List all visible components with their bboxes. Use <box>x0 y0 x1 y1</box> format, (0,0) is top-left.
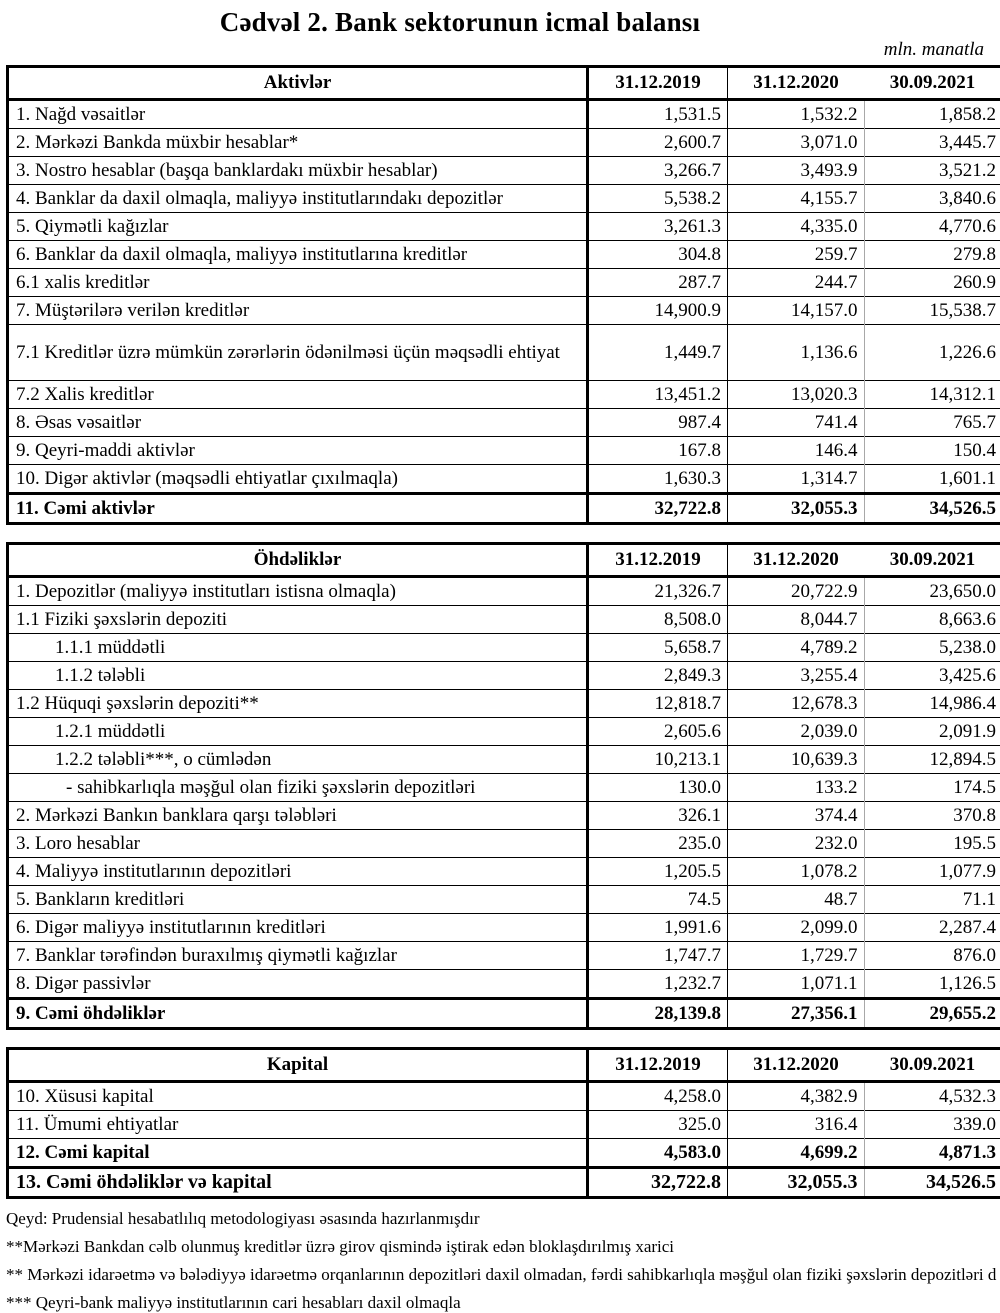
row-label: 10. Xüsusi kapital <box>8 1082 588 1111</box>
row-label: 9. Qeyri-maddi aktivlər <box>8 437 588 465</box>
value-cell: 32,055.3 <box>728 494 865 524</box>
footnote: Qeyd: Prudensial hesabatlılıq metodologiyası əsasında hazırlanmışdır <box>6 1209 1000 1229</box>
unit-note: mln. manatla <box>0 39 984 61</box>
value-cell: 1,630.3 <box>588 465 728 494</box>
value-cell: 1,126.5 <box>864 970 1000 999</box>
value-cell: 23,650.0 <box>864 577 1000 606</box>
table-row <box>8 914 1000 942</box>
value-cell: 304.8 <box>588 241 728 269</box>
row-label: 8. Digər passivlər <box>8 970 588 999</box>
header-row <box>8 67 1000 100</box>
value-cell: 2,849.3 <box>588 662 728 690</box>
value-cell: 13,451.2 <box>588 381 728 409</box>
value-cell: 167.8 <box>588 437 728 465</box>
value-cell: 130.0 <box>588 774 728 802</box>
value-cell: 316.4 <box>728 1111 865 1139</box>
row-label: 5. Bankların kreditləri <box>8 886 588 914</box>
row-label: 1.1.1 müddətli <box>8 634 588 662</box>
capital-table <box>6 1047 1000 1199</box>
footnote: ** Mərkəzi idarəetmə və bələdiyyə idarəetmə orqanlarının depozitləri daxil olmadan, fərdi sahibkarlıqla məşğul olan fiziki şəxslərin depozitləri d <box>6 1265 1000 1285</box>
value-cell: 146.4 <box>728 437 865 465</box>
column-header-31.12.2020: 31.12.2020 <box>728 1049 865 1082</box>
value-cell: 1,729.7 <box>728 942 865 970</box>
table-row <box>8 802 1000 830</box>
row-label: 3. Nostro hesablar (başqa banklardakı müxbir hesablar) <box>8 157 588 185</box>
table-row <box>8 1082 1000 1111</box>
value-cell: 3,425.6 <box>864 662 1000 690</box>
value-cell: 20,722.9 <box>728 577 865 606</box>
table-row <box>8 1139 1000 1168</box>
value-cell: 3,071.0 <box>728 129 865 157</box>
value-cell: 4,335.0 <box>728 213 865 241</box>
value-cell: 1,226.6 <box>864 325 1000 381</box>
value-cell: 34,526.5 <box>864 494 1000 524</box>
value-cell: 13,020.3 <box>728 381 865 409</box>
row-label: 10. Digər aktivlər (məqsədli ehtiyatlar çıxılmaqla) <box>8 465 588 494</box>
row-label: 4. Banklar da daxil olmaqla, maliyyə institutlarındakı depozitlər <box>8 185 588 213</box>
row-label: 2. Mərkəzi Bankın banklara qarşı tələbləri <box>8 802 588 830</box>
value-cell: 1,531.5 <box>588 100 728 129</box>
value-cell: 244.7 <box>728 269 865 297</box>
value-cell: 12,818.7 <box>588 690 728 718</box>
value-cell: 2,600.7 <box>588 129 728 157</box>
value-cell: 765.7 <box>864 409 1000 437</box>
value-cell: 287.7 <box>588 269 728 297</box>
table-row <box>8 241 1000 269</box>
value-cell: 4,699.2 <box>728 1139 865 1168</box>
table-row <box>8 437 1000 465</box>
table-row <box>8 465 1000 494</box>
value-cell: 339.0 <box>864 1111 1000 1139</box>
row-label: 11. Cəmi aktivlər <box>8 494 588 524</box>
table-row <box>8 381 1000 409</box>
table-row <box>8 157 1000 185</box>
value-cell: 195.5 <box>864 830 1000 858</box>
value-cell: 8,044.7 <box>728 606 865 634</box>
column-header-31.12.2019: 31.12.2019 <box>588 544 728 577</box>
section-header: Aktivlər <box>8 67 588 100</box>
value-cell: 32,055.3 <box>728 1168 865 1198</box>
row-label: 7.2 Xalis kreditlər <box>8 381 588 409</box>
table-row <box>8 942 1000 970</box>
table-row <box>8 325 1000 381</box>
value-cell: 8,508.0 <box>588 606 728 634</box>
value-cell: 32,722.8 <box>588 494 728 524</box>
value-cell: 1,136.6 <box>728 325 865 381</box>
row-label: 1.2.1 müddətli <box>8 718 588 746</box>
row-label: 1.2.2 tələbli***, o cümlədən <box>8 746 588 774</box>
value-cell: 5,658.7 <box>588 634 728 662</box>
section-header: Kapital <box>8 1049 588 1082</box>
value-cell: 3,255.4 <box>728 662 865 690</box>
page-title: Cədvəl 2. Bank sektorunun icmal balansı <box>0 7 920 38</box>
value-cell: 279.8 <box>864 241 1000 269</box>
table-row <box>8 690 1000 718</box>
value-cell: 876.0 <box>864 942 1000 970</box>
value-cell: 1,314.7 <box>728 465 865 494</box>
column-header-31.12.2019: 31.12.2019 <box>588 67 728 100</box>
value-cell: 326.1 <box>588 802 728 830</box>
header-row <box>8 1049 1000 1082</box>
row-label: 8. Əsas vəsaitlər <box>8 409 588 437</box>
row-label: 12. Cəmi kapital <box>8 1139 588 1168</box>
value-cell: 71.1 <box>864 886 1000 914</box>
value-cell: 2,099.0 <box>728 914 865 942</box>
value-cell: 1,449.7 <box>588 325 728 381</box>
value-cell: 1,858.2 <box>864 100 1000 129</box>
table-row <box>8 494 1000 524</box>
value-cell: 10,639.3 <box>728 746 865 774</box>
value-cell: 34,526.5 <box>864 1168 1000 1198</box>
row-label: 4. Maliyyə institutlarının depozitləri <box>8 858 588 886</box>
section-header: Öhdəliklər <box>8 544 588 577</box>
value-cell: 174.5 <box>864 774 1000 802</box>
value-cell: 3,261.3 <box>588 213 728 241</box>
row-label: 5. Qiymətli kağızlar <box>8 213 588 241</box>
column-header-30.09.2021: 30.09.2021 <box>864 544 1000 577</box>
value-cell: 32,722.8 <box>588 1168 728 1198</box>
row-label: 3. Loro hesablar <box>8 830 588 858</box>
value-cell: 3,521.2 <box>864 157 1000 185</box>
value-cell: 14,157.0 <box>728 297 865 325</box>
table-row <box>8 970 1000 999</box>
value-cell: 2,091.9 <box>864 718 1000 746</box>
table-row <box>8 100 1000 129</box>
table-row <box>8 409 1000 437</box>
value-cell: 28,139.8 <box>588 999 728 1029</box>
table-row <box>8 634 1000 662</box>
table-row <box>8 999 1000 1029</box>
value-cell: 1,205.5 <box>588 858 728 886</box>
value-cell: 14,312.1 <box>864 381 1000 409</box>
row-label: 9. Cəmi öhdəliklər <box>8 999 588 1029</box>
value-cell: 4,789.2 <box>728 634 865 662</box>
table-row <box>8 129 1000 157</box>
value-cell: 2,605.6 <box>588 718 728 746</box>
value-cell: 5,538.2 <box>588 185 728 213</box>
row-label: 13. Cəmi öhdəliklər və kapital <box>8 1168 588 1198</box>
value-cell: 4,258.0 <box>588 1082 728 1111</box>
value-cell: 12,678.3 <box>728 690 865 718</box>
footnote: *** Qeyri-bank maliyyə institutlarının cari hesabları daxil olmaqla <box>6 1293 1000 1313</box>
value-cell: 27,356.1 <box>728 999 865 1029</box>
row-label: 6. Banklar da daxil olmaqla, maliyyə institutlarına kreditlər <box>8 241 588 269</box>
footnotes <box>6 1209 1000 1313</box>
table-row <box>8 774 1000 802</box>
value-cell: 4,770.6 <box>864 213 1000 241</box>
value-cell: 4,532.3 <box>864 1082 1000 1111</box>
value-cell: 3,493.9 <box>728 157 865 185</box>
footnote: **Mərkəzi Bankdan cəlb olunmuş kreditlər üzrə girov qismində iştirak edən bloklaşdırılmış xarici <box>6 1237 1000 1257</box>
column-header-31.12.2020: 31.12.2020 <box>728 544 865 577</box>
row-label: - sahibkarlıqla məşğul olan fiziki şəxslərin depozitləri <box>8 774 588 802</box>
table-row <box>8 858 1000 886</box>
value-cell: 1,747.7 <box>588 942 728 970</box>
value-cell: 260.9 <box>864 269 1000 297</box>
value-cell: 3,266.7 <box>588 157 728 185</box>
value-cell: 1,077.9 <box>864 858 1000 886</box>
row-label: 7.1 Kreditlər üzrə mümkün zərərlərin ödənilməsi üçün məqsədli ehtiyat <box>8 325 588 381</box>
table-row <box>8 269 1000 297</box>
value-cell: 1,991.6 <box>588 914 728 942</box>
table-row <box>8 1111 1000 1139</box>
value-cell: 150.4 <box>864 437 1000 465</box>
assets-table <box>6 65 1000 525</box>
table-row <box>8 213 1000 241</box>
value-cell: 4,583.0 <box>588 1139 728 1168</box>
table-row <box>8 746 1000 774</box>
value-cell: 74.5 <box>588 886 728 914</box>
row-label: 1. Depozitlər (maliyyə institutları istisna olmaqla) <box>8 577 588 606</box>
value-cell: 5,238.0 <box>864 634 1000 662</box>
value-cell: 259.7 <box>728 241 865 269</box>
row-label: 1. Nağd vəsaitlər <box>8 100 588 129</box>
column-header-31.12.2019: 31.12.2019 <box>588 1049 728 1082</box>
value-cell: 29,655.2 <box>864 999 1000 1029</box>
value-cell: 987.4 <box>588 409 728 437</box>
value-cell: 8,663.6 <box>864 606 1000 634</box>
row-label: 6. Digər maliyyə institutlarının kreditləri <box>8 914 588 942</box>
value-cell: 10,213.1 <box>588 746 728 774</box>
value-cell: 741.4 <box>728 409 865 437</box>
table-row <box>8 297 1000 325</box>
value-cell: 1,232.7 <box>588 970 728 999</box>
value-cell: 14,986.4 <box>864 690 1000 718</box>
table-row <box>8 606 1000 634</box>
column-header-30.09.2021: 30.09.2021 <box>864 1049 1000 1082</box>
value-cell: 2,039.0 <box>728 718 865 746</box>
column-header-31.12.2020: 31.12.2020 <box>728 67 865 100</box>
value-cell: 325.0 <box>588 1111 728 1139</box>
value-cell: 4,871.3 <box>864 1139 1000 1168</box>
header-row <box>8 544 1000 577</box>
value-cell: 235.0 <box>588 830 728 858</box>
value-cell: 4,155.7 <box>728 185 865 213</box>
table-row <box>8 830 1000 858</box>
value-cell: 14,900.9 <box>588 297 728 325</box>
value-cell: 48.7 <box>728 886 865 914</box>
value-cell: 1,078.2 <box>728 858 865 886</box>
row-label: 1.2 Hüquqi şəxslərin depoziti** <box>8 690 588 718</box>
value-cell: 1,532.2 <box>728 100 865 129</box>
row-label: 6.1 xalis kreditlər <box>8 269 588 297</box>
row-label: 2. Mərkəzi Bankda müxbir hesablar* <box>8 129 588 157</box>
value-cell: 4,382.9 <box>728 1082 865 1111</box>
value-cell: 1,601.1 <box>864 465 1000 494</box>
row-label: 11. Ümumi ehtiyatlar <box>8 1111 588 1139</box>
table-row <box>8 662 1000 690</box>
table-row <box>8 886 1000 914</box>
table-row <box>8 185 1000 213</box>
liabilities-table <box>6 542 1000 1030</box>
row-label: 1.1.2 tələbli <box>8 662 588 690</box>
row-label: 7. Banklar tərəfindən buraxılmış qiymətli kağızlar <box>8 942 588 970</box>
value-cell: 1,071.1 <box>728 970 865 999</box>
table-row <box>8 1168 1000 1198</box>
table-row <box>8 577 1000 606</box>
row-label: 1.1 Fiziki şəxslərin depoziti <box>8 606 588 634</box>
value-cell: 3,445.7 <box>864 129 1000 157</box>
value-cell: 374.4 <box>728 802 865 830</box>
table-row <box>8 718 1000 746</box>
value-cell: 15,538.7 <box>864 297 1000 325</box>
value-cell: 3,840.6 <box>864 185 1000 213</box>
value-cell: 370.8 <box>864 802 1000 830</box>
column-header-30.09.2021: 30.09.2021 <box>864 67 1000 100</box>
row-label: 7. Müştərilərə verilən kreditlər <box>8 297 588 325</box>
value-cell: 21,326.7 <box>588 577 728 606</box>
value-cell: 133.2 <box>728 774 865 802</box>
value-cell: 2,287.4 <box>864 914 1000 942</box>
value-cell: 232.0 <box>728 830 865 858</box>
value-cell: 12,894.5 <box>864 746 1000 774</box>
